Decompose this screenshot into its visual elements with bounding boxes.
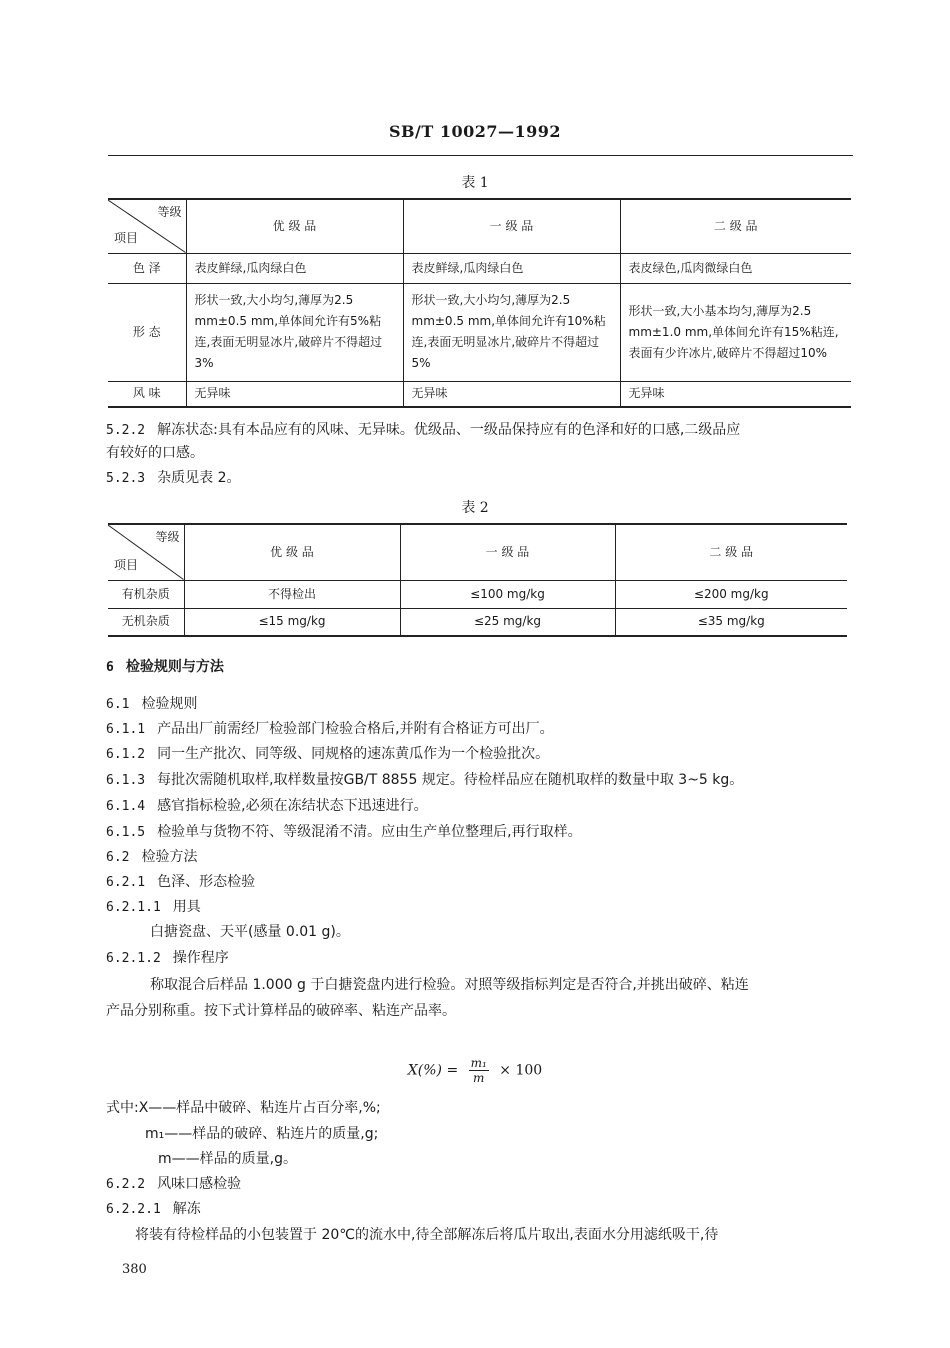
corner-grade-label: 等级 bbox=[157, 205, 182, 219]
column-header: 二 级 品 bbox=[620, 199, 851, 253]
table-cell: 无异味 bbox=[403, 381, 620, 407]
table-cell: 形状一致,大小均匀,薄厚为2.5 mm±0.5 mm,单体间允许有5%粘连,表面无明显冰片,破碎片不得超过3% bbox=[186, 283, 403, 381]
column-header: 二 级 品 bbox=[615, 524, 847, 580]
table-cell: ≤200 mg/kg bbox=[615, 580, 847, 608]
clause-6-2-1-1-body: 白搪瓷盘、天平(感量 0.01 g)。 bbox=[150, 924, 350, 940]
table2-caption: 表 2 bbox=[461, 500, 489, 516]
para-5-2-3: 5.2.3 杂质见表 2。 bbox=[106, 470, 241, 486]
clause-6-2-1-2-body-cont: 产品分别称重。按下式计算样品的破碎率、粘连产品率。 bbox=[106, 1003, 456, 1019]
table-row bbox=[108, 253, 851, 283]
formula bbox=[0, 1056, 950, 1085]
table-cell: 不得检出 bbox=[184, 580, 400, 608]
table1-header-row bbox=[108, 199, 851, 253]
column-header: 一 级 品 bbox=[403, 199, 620, 253]
table2 bbox=[108, 523, 847, 637]
clause-6-2-1-1: 6.2.1.1 用具 bbox=[106, 899, 201, 915]
column-header: 优 级 品 bbox=[184, 524, 400, 580]
table1-corner-cell bbox=[108, 199, 186, 253]
standard-code: SB/T 10027—1992 bbox=[388, 122, 562, 141]
clause-6-1-4: 6.1.4 感官指标检验,必须在冻结状态下迅速进行。 bbox=[106, 798, 428, 814]
clause-6-1-1: 6.1.1 产品出厂前需经厂检验部门检验合格后,并附有合格证方可出厂。 bbox=[106, 721, 554, 737]
para-5-2-2-cont: 有较好的口感。 bbox=[106, 445, 204, 461]
table-cell: 无异味 bbox=[620, 381, 851, 407]
table1-caption: 表 1 bbox=[461, 175, 489, 191]
formula-rhs: × 100 bbox=[499, 1062, 543, 1079]
clause-6-2-2-1: 6.2.2.1 解冻 bbox=[106, 1201, 201, 1217]
where-x: 式中:X——样品中破碎、粘连片占百分率,%; bbox=[106, 1100, 381, 1116]
clause-6-1-5: 6.1.5 检验单与货物不符、等级混淆不清。应由生产单位整理后,再行取样。 bbox=[106, 824, 582, 840]
corner-item-label: 项目 bbox=[114, 230, 139, 245]
clause-6-1-3: 6.1.3 每批次需随机取样,取样数量按GB/T 8855 规定。待检样品应在随机取样的数量中取 3~5 kg。 bbox=[106, 772, 744, 788]
clause-6-2-2: 6.2.2 风味口感检验 bbox=[106, 1176, 242, 1192]
table-cell: 表皮鲜绿,瓜肉绿白色 bbox=[403, 253, 620, 283]
table-row bbox=[108, 381, 851, 407]
row-label: 色 泽 bbox=[108, 253, 186, 283]
table-row bbox=[108, 283, 851, 381]
table-row bbox=[108, 580, 847, 608]
table1 bbox=[108, 198, 851, 408]
table-row bbox=[108, 608, 847, 636]
header-rule bbox=[108, 155, 853, 156]
table2-header-row bbox=[108, 524, 847, 580]
row-label: 无机杂质 bbox=[108, 608, 184, 636]
row-label: 有机杂质 bbox=[108, 580, 184, 608]
table-cell: ≤100 mg/kg bbox=[400, 580, 615, 608]
where-m: m——样品的质量,g。 bbox=[158, 1151, 297, 1167]
row-label: 形 态 bbox=[108, 283, 186, 381]
page-number: 380 bbox=[122, 1262, 147, 1277]
table-cell: ≤15 mg/kg bbox=[184, 608, 400, 636]
column-header: 一 级 品 bbox=[400, 524, 615, 580]
para-5-2-2: 5.2.2 解冻状态:具有本品应有的风味、无异味。优级品、一级品保持应有的色泽和好的口感,二级品应 bbox=[106, 422, 741, 438]
table-cell: 形状一致,大小基本均匀,薄厚为2.5 mm±1.0 mm,单体间允许有15%粘连,表面有少许冰片,破碎片不得超过10% bbox=[620, 283, 851, 381]
table-cell: 形状一致,大小均匀,薄厚为2.5 mm±0.5 mm,单体间允许有10%粘连,表面无明显冰片,破碎片不得超过5% bbox=[403, 283, 620, 381]
formula-numerator: m₁ bbox=[470, 1056, 487, 1070]
corner-item-label: 项目 bbox=[114, 557, 139, 572]
clause-6-1-2: 6.1.2 同一生产批次、同等级、同规格的速冻黄瓜作为一个检验批次。 bbox=[106, 746, 550, 762]
table-cell: 表皮鲜绿,瓜肉绿白色 bbox=[186, 253, 403, 283]
section-6-title: 6 检验规则与方法 bbox=[106, 659, 224, 675]
clause-6-2-2-1-body: 将装有待检样品的小包装置于 20℃的流水中,待全部解冻后将瓜片取出,表面水分用滤纸吸干,待 bbox=[135, 1227, 719, 1243]
formula-lhs: X(%) = bbox=[407, 1062, 459, 1079]
row-label: 风 味 bbox=[108, 381, 186, 407]
clause-6-1: 6.1 检验规则 bbox=[106, 696, 198, 712]
table-cell: 无异味 bbox=[186, 381, 403, 407]
table2-corner-cell bbox=[108, 524, 184, 580]
formula-denominator: m bbox=[473, 1071, 485, 1085]
corner-grade-label: 等级 bbox=[155, 530, 180, 544]
column-header: 优 级 品 bbox=[186, 199, 403, 253]
table-cell: 表皮绿色,瓜肉微绿白色 bbox=[620, 253, 851, 283]
table-cell: ≤25 mg/kg bbox=[400, 608, 615, 636]
clause-6-2-1: 6.2.1 色泽、形态检验 bbox=[106, 874, 256, 890]
where-m1: m₁——样品的破碎、粘连片的质量,g; bbox=[145, 1126, 379, 1142]
table-cell: ≤35 mg/kg bbox=[615, 608, 847, 636]
clause-6-2-1-2-body: 称取混合后样品 1.000 g 于白搪瓷盘内进行检验。对照等级指标判定是否符合,并挑出破碎、粘连 bbox=[150, 977, 749, 993]
clause-6-2: 6.2 检验方法 bbox=[106, 849, 198, 865]
clause-6-2-1-2: 6.2.1.2 操作程序 bbox=[106, 950, 229, 966]
formula-fraction bbox=[469, 1056, 489, 1085]
